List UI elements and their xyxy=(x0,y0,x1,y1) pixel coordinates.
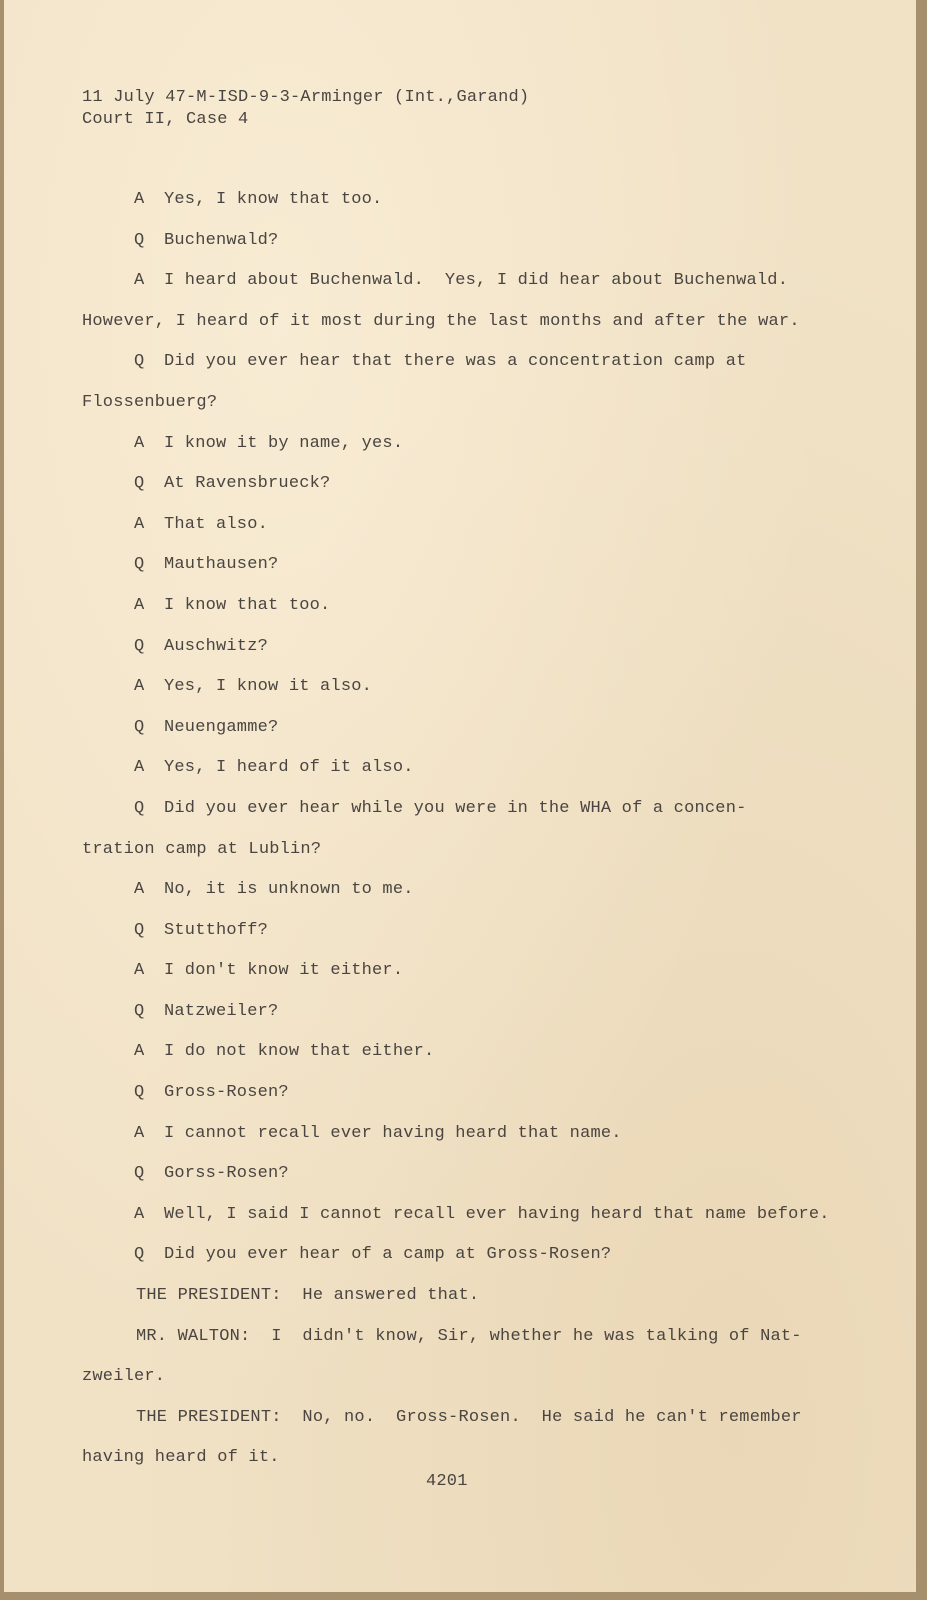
speaker-line: THE PRESIDENT: He answered that. xyxy=(136,1286,480,1306)
speaker-label: Q xyxy=(134,474,145,494)
transcript-line xyxy=(4,306,916,347)
header-line-1: 11 July 47-M-ISD-9-3-Arminger (Int.,Garand) xyxy=(82,88,530,107)
line-text: That also. xyxy=(164,514,269,534)
speaker-label: A xyxy=(134,190,145,209)
line-text: Stutthoff? xyxy=(164,920,269,940)
speaker-label: Q xyxy=(134,1001,145,1021)
speaker-label: Q xyxy=(134,636,145,656)
transcript-line xyxy=(4,874,916,915)
transcript-line xyxy=(4,184,916,225)
line-text: Did you ever hear of a camp at Gross-Rosen? xyxy=(164,1245,612,1265)
speaker-label: Q xyxy=(134,352,145,372)
speaker-label: Q xyxy=(134,920,145,940)
speaker-label: A xyxy=(134,1042,145,1062)
speaker-label: A xyxy=(134,1204,145,1224)
line-text: Yes, I heard of it also. xyxy=(164,758,414,778)
speaker-label: A xyxy=(134,433,145,453)
speaker-label: Q xyxy=(134,798,145,818)
transcript-line xyxy=(4,1199,916,1240)
line-text: I don't know it either. xyxy=(164,961,404,981)
line-text: I know that too. xyxy=(164,595,331,615)
speaker-label: A xyxy=(134,1123,145,1143)
transcript-line xyxy=(4,1402,916,1443)
line-text: I do not know that either. xyxy=(164,1042,435,1062)
transcript-line xyxy=(4,225,916,266)
line-text: Well, I said I cannot recall ever having heard that name before. xyxy=(164,1204,830,1224)
speaker-label: Q xyxy=(134,230,145,250)
transcript-line xyxy=(4,1361,916,1402)
line-text: I know it by name, yes. xyxy=(164,433,404,453)
transcript-line xyxy=(4,428,916,469)
line-text: I cannot recall ever having heard that name. xyxy=(164,1123,622,1143)
speaker-label: A xyxy=(134,961,145,981)
continuation-text: Flossenbuerg? xyxy=(82,392,218,412)
line-text: Buchenwald? xyxy=(164,230,279,250)
speaker-label: Q xyxy=(134,555,145,575)
line-text: Yes, I know it also. xyxy=(164,677,373,697)
transcript-line xyxy=(4,387,916,428)
transcript-line xyxy=(4,955,916,996)
transcript-line xyxy=(4,549,916,590)
continuation-text: However, I heard of it most during the last months and after the war. xyxy=(82,311,800,331)
transcript-line xyxy=(4,1077,916,1118)
speaker-line: THE PRESIDENT: No, no. Gross-Rosen. He said he can't remember xyxy=(136,1407,802,1427)
transcript-line xyxy=(4,1321,916,1362)
speaker-label: A xyxy=(134,677,145,697)
line-text: I heard about Buchenwald. Yes, I did hear about Buchenwald. xyxy=(164,271,789,291)
speaker-label: Q xyxy=(134,1083,145,1103)
document-page xyxy=(4,0,916,1592)
line-text: Yes, I know that too. xyxy=(164,190,383,209)
continuation-text: zweiler. xyxy=(82,1367,166,1387)
transcript-line xyxy=(4,1118,916,1159)
speaker-label: Q xyxy=(134,1245,145,1265)
page-number: 4201 xyxy=(426,1472,468,1491)
speaker-label: A xyxy=(134,880,145,900)
speaker-label: A xyxy=(134,271,145,291)
speaker-label: A xyxy=(134,595,145,615)
transcript-line xyxy=(4,834,916,875)
line-text: Natzweiler? xyxy=(164,1001,279,1021)
transcript-line xyxy=(4,346,916,387)
transcript-line xyxy=(4,793,916,834)
line-text: Gorss-Rosen? xyxy=(164,1164,289,1184)
transcript-line xyxy=(4,671,916,712)
speaker-label: Q xyxy=(134,717,145,737)
continuation-text: having heard of it. xyxy=(82,1448,280,1468)
line-text: Gross-Rosen? xyxy=(164,1083,289,1103)
line-text: Did you ever hear that there was a concentration camp at xyxy=(164,352,747,372)
line-text: At Ravensbrueck? xyxy=(164,474,331,494)
transcript-line xyxy=(4,468,916,509)
transcript-line xyxy=(4,1158,916,1199)
line-text: Mauthausen? xyxy=(164,555,279,575)
header-line-2: Court II, Case 4 xyxy=(82,110,249,129)
transcript-line xyxy=(4,712,916,753)
line-text: Neuengamme? xyxy=(164,717,279,737)
transcript-body xyxy=(4,184,916,1483)
speaker-label: A xyxy=(134,758,145,778)
transcript-line xyxy=(4,509,916,550)
transcript-line xyxy=(4,1239,916,1280)
transcript-line xyxy=(4,915,916,956)
transcript-line xyxy=(4,996,916,1037)
line-text: Did you ever hear while you were in the WHA of a concen- xyxy=(164,798,747,818)
continuation-text: tration camp at Lublin? xyxy=(82,839,322,859)
line-text: No, it is unknown to me. xyxy=(164,880,414,900)
speaker-line: MR. WALTON: I didn't know, Sir, whether he was talking of Nat- xyxy=(136,1326,802,1346)
speaker-label: Q xyxy=(134,1164,145,1184)
line-text: Auschwitz? xyxy=(164,636,269,656)
transcript-line xyxy=(4,1036,916,1077)
speaker-label: A xyxy=(134,514,145,534)
transcript-line xyxy=(4,1280,916,1321)
transcript-line xyxy=(4,265,916,306)
transcript-line xyxy=(4,590,916,631)
transcript-line xyxy=(4,752,916,793)
transcript-line xyxy=(4,631,916,672)
